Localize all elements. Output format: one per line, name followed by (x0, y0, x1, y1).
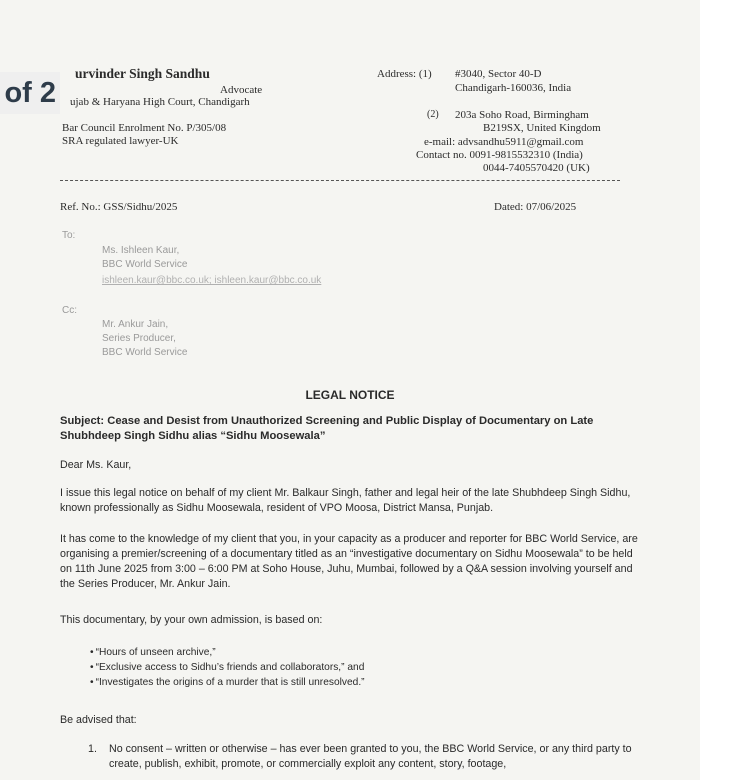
cc-org: BBC World Service (102, 347, 188, 358)
address1-line1: #3040, Sector 40-D (455, 68, 542, 80)
date: Dated: 07/06/2025 (494, 201, 577, 213)
recipient-org: BBC World Service (102, 259, 188, 270)
contact-uk: 0044-7405570420 (UK) (483, 162, 590, 174)
court-name: ujab & Haryana High Court, Chandigarh (70, 96, 250, 108)
documentary-claims-list (90, 645, 610, 690)
notice-subject: Subject: Cease and Desist from Unauthorized Screening and Public Display of Documentary on Late Shubhdeep Singh Sidhu alias “Sidhu Moosewala” (60, 415, 594, 442)
cc-label: Cc: (62, 305, 77, 316)
enrolment-number: Bar Council Enrolment No. P/305/08 (62, 122, 227, 134)
bleed-through-text (90, 12, 650, 27)
address2-number: (2) (427, 109, 439, 120)
reference-number: Ref. No.: GSS/Sidhu/2025 (60, 201, 178, 213)
list-item: • “Hours of unseen archive,” (90, 645, 610, 660)
address-label: Address: (1) (377, 68, 432, 80)
paragraph-based-on: This documentary, by your own admission, is based on: (60, 614, 323, 626)
recipient-name: Ms. Ishleen Kaur, (102, 245, 180, 256)
email-line: e-mail: advsandhu5911@gmail.com (424, 136, 584, 148)
address1-line2: Chandigarh-160036, India (455, 82, 572, 94)
paragraph-knowledge: It has come to the knowledge of my client that you, in your capacity as a producer and reporter for BBC World Service, are organising a premier/screening of a documentary titled as an “investigative documentary on Sidhu Moosewala” to be held on 11th June 2025 from 3:00 – 6:00 PM at Soho House, Juhu, Mumbai, followed by a Q&A session involving yourself and the Series Producer, Mr. Ankur Jain. (60, 533, 638, 590)
be-advised: Be advised that: (60, 714, 137, 726)
letterhead-divider (60, 180, 620, 181)
address2-line1: 203a Soho Road, Birmingham (455, 109, 589, 121)
contact-india: Contact no. 0091-9815532310 (India) (416, 149, 583, 161)
point-number: 1. (88, 743, 97, 755)
page-indicator: of 2 (0, 72, 60, 114)
paragraph-client: I issue this legal notice on behalf of my client Mr. Balkaur Singh, father and legal heir of the late Shubhdeep Singh Sidhu, known professionally as Sidhu Moosewala, resident of VPO Moosa, District Mansa, Punjab. (60, 487, 631, 514)
sra-status: SRA regulated lawyer-UK (62, 135, 179, 147)
salutation: Dear Ms. Kaur, (60, 459, 132, 471)
cc-name: Mr. Ankur Jain, (102, 319, 169, 330)
address2-line2: B219SX, United Kingdom (483, 122, 601, 134)
to-label: To: (62, 230, 76, 241)
cc-role: Series Producer, (102, 333, 176, 344)
viewer-background (700, 0, 730, 780)
notice-title: LEGAL NOTICE (305, 388, 395, 402)
recipient-email: ishleen.kaur@bbc.co.uk; ishleen.kaur@bbc.co.uk (102, 275, 322, 286)
advocate-name: urvinder Singh Sandhu (75, 66, 210, 81)
list-item: • “Exclusive access to Sidhu’s friends and collaborators,” and (90, 660, 610, 675)
advocate-designation: Advocate (220, 84, 263, 96)
list-item: • “Investigates the origins of a murder that is still unresolved.” (90, 675, 610, 690)
point-text: No consent – written or otherwise – has ever been granted to you, the BBC World Service, or any third party to create, publish, exhibit, promote, or commercially exploit any content, story, footage, (109, 743, 632, 770)
